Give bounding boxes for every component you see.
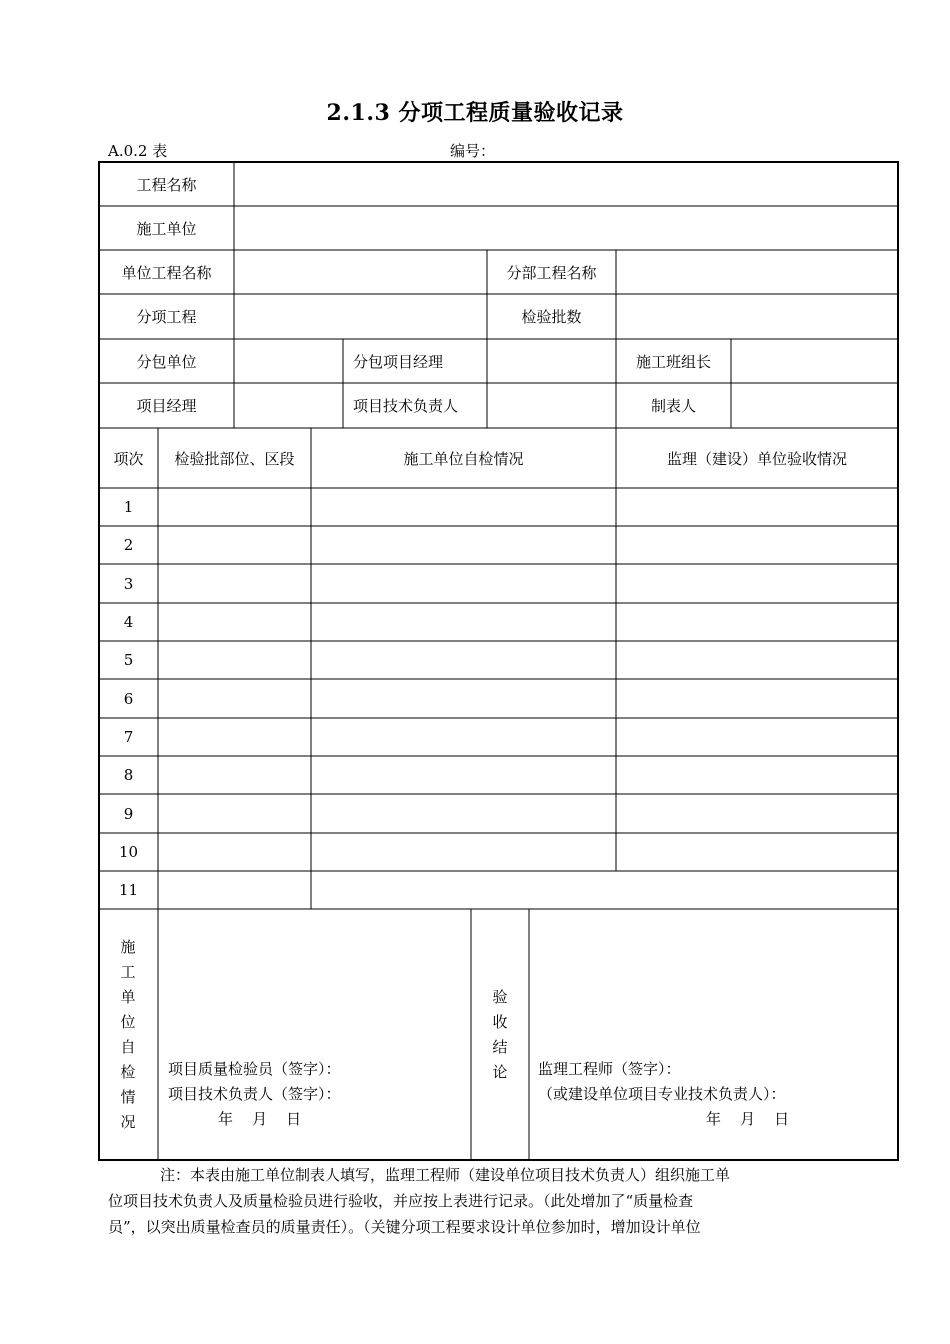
form-code: A.0.2 表: [108, 142, 168, 160]
label-project-manager: 项目经理: [136, 397, 197, 415]
number-label: 编号：: [450, 142, 496, 160]
row-index: 3: [123, 574, 134, 593]
page-title: 2.1.3 分项工程质量验收记录: [326, 100, 624, 126]
field-form-maker[interactable]: [731, 383, 898, 428]
field-team-leader[interactable]: [731, 339, 898, 383]
label-team-leader: 施工班组长: [635, 352, 711, 371]
label-unit-project-name: 单位工程名称: [121, 263, 212, 282]
row-index: 9: [123, 804, 134, 823]
label-construction-unit: 施工单位: [136, 219, 197, 238]
field-subcontract-unit[interactable]: [234, 339, 343, 383]
row-index: 5: [123, 651, 134, 669]
owner-tech-signature: （或建设单位项目专业技术负责人）：: [538, 1085, 786, 1103]
label-project-name: 工程名称: [136, 175, 197, 194]
date-right: 年 月 日: [706, 1110, 790, 1128]
field-sub-item-project[interactable]: [234, 294, 487, 339]
row-index: 10: [118, 843, 139, 861]
col-header-supervision: 监理（建设）单位验收情况: [666, 449, 847, 468]
label-sub-item-project: 分项工程: [136, 308, 197, 326]
field-unit-project-name[interactable]: [234, 250, 487, 294]
field-division-project-name[interactable]: [616, 250, 898, 294]
row-index: 11: [118, 881, 139, 899]
field-subcontract-manager[interactable]: [487, 339, 616, 383]
col-header-location: 检验批部位、区段: [174, 449, 295, 468]
row-index: 4: [123, 613, 134, 631]
field-inspection-lot-count[interactable]: [616, 294, 898, 339]
label-subcontract-unit: 分包单位: [136, 352, 197, 371]
label-division-project-name: 分部工程名称: [506, 263, 597, 282]
field-project-manager[interactable]: [234, 383, 343, 428]
label-form-maker: 制表人: [650, 397, 696, 415]
row-index: 2: [123, 536, 134, 554]
row-index: 8: [123, 766, 134, 784]
label-technical-lead: 项目技术负责人: [353, 397, 459, 415]
date-left: 年 月 日: [218, 1110, 302, 1128]
quality-inspector-signature: 项目质量检验员（签字）：: [168, 1060, 341, 1078]
label-inspection-lot-count: 检验批数: [521, 308, 582, 326]
row-index: 1: [123, 498, 134, 516]
tech-lead-signature: 项目技术负责人（签字）：: [168, 1085, 341, 1103]
row-index: 6: [123, 689, 134, 708]
col-header-index: 项次: [113, 449, 144, 468]
footnote: 注：本表由施工单位制表人填写，监理工程师（建设单位项目技术负责人）组织施工单 位项目技术负责人及质量检验员进行验收，并应按上表进行记录。（此处增加了“质量检查 员”，以突出质量检查员的质量责任）。（关键分项工程要求设计单位参加时，增加设计单位: [108, 1166, 731, 1236]
field-construction-unit[interactable]: [234, 206, 898, 250]
field-project-name[interactable]: [234, 162, 898, 206]
row-index: 7: [123, 728, 134, 746]
col-header-self-check: 施工单位自检情况: [403, 449, 524, 468]
field-technical-lead[interactable]: [487, 383, 616, 428]
supervisor-signature: 监理工程师（签字）：: [538, 1060, 681, 1078]
label-subcontract-manager: 分包项目经理: [353, 352, 444, 371]
